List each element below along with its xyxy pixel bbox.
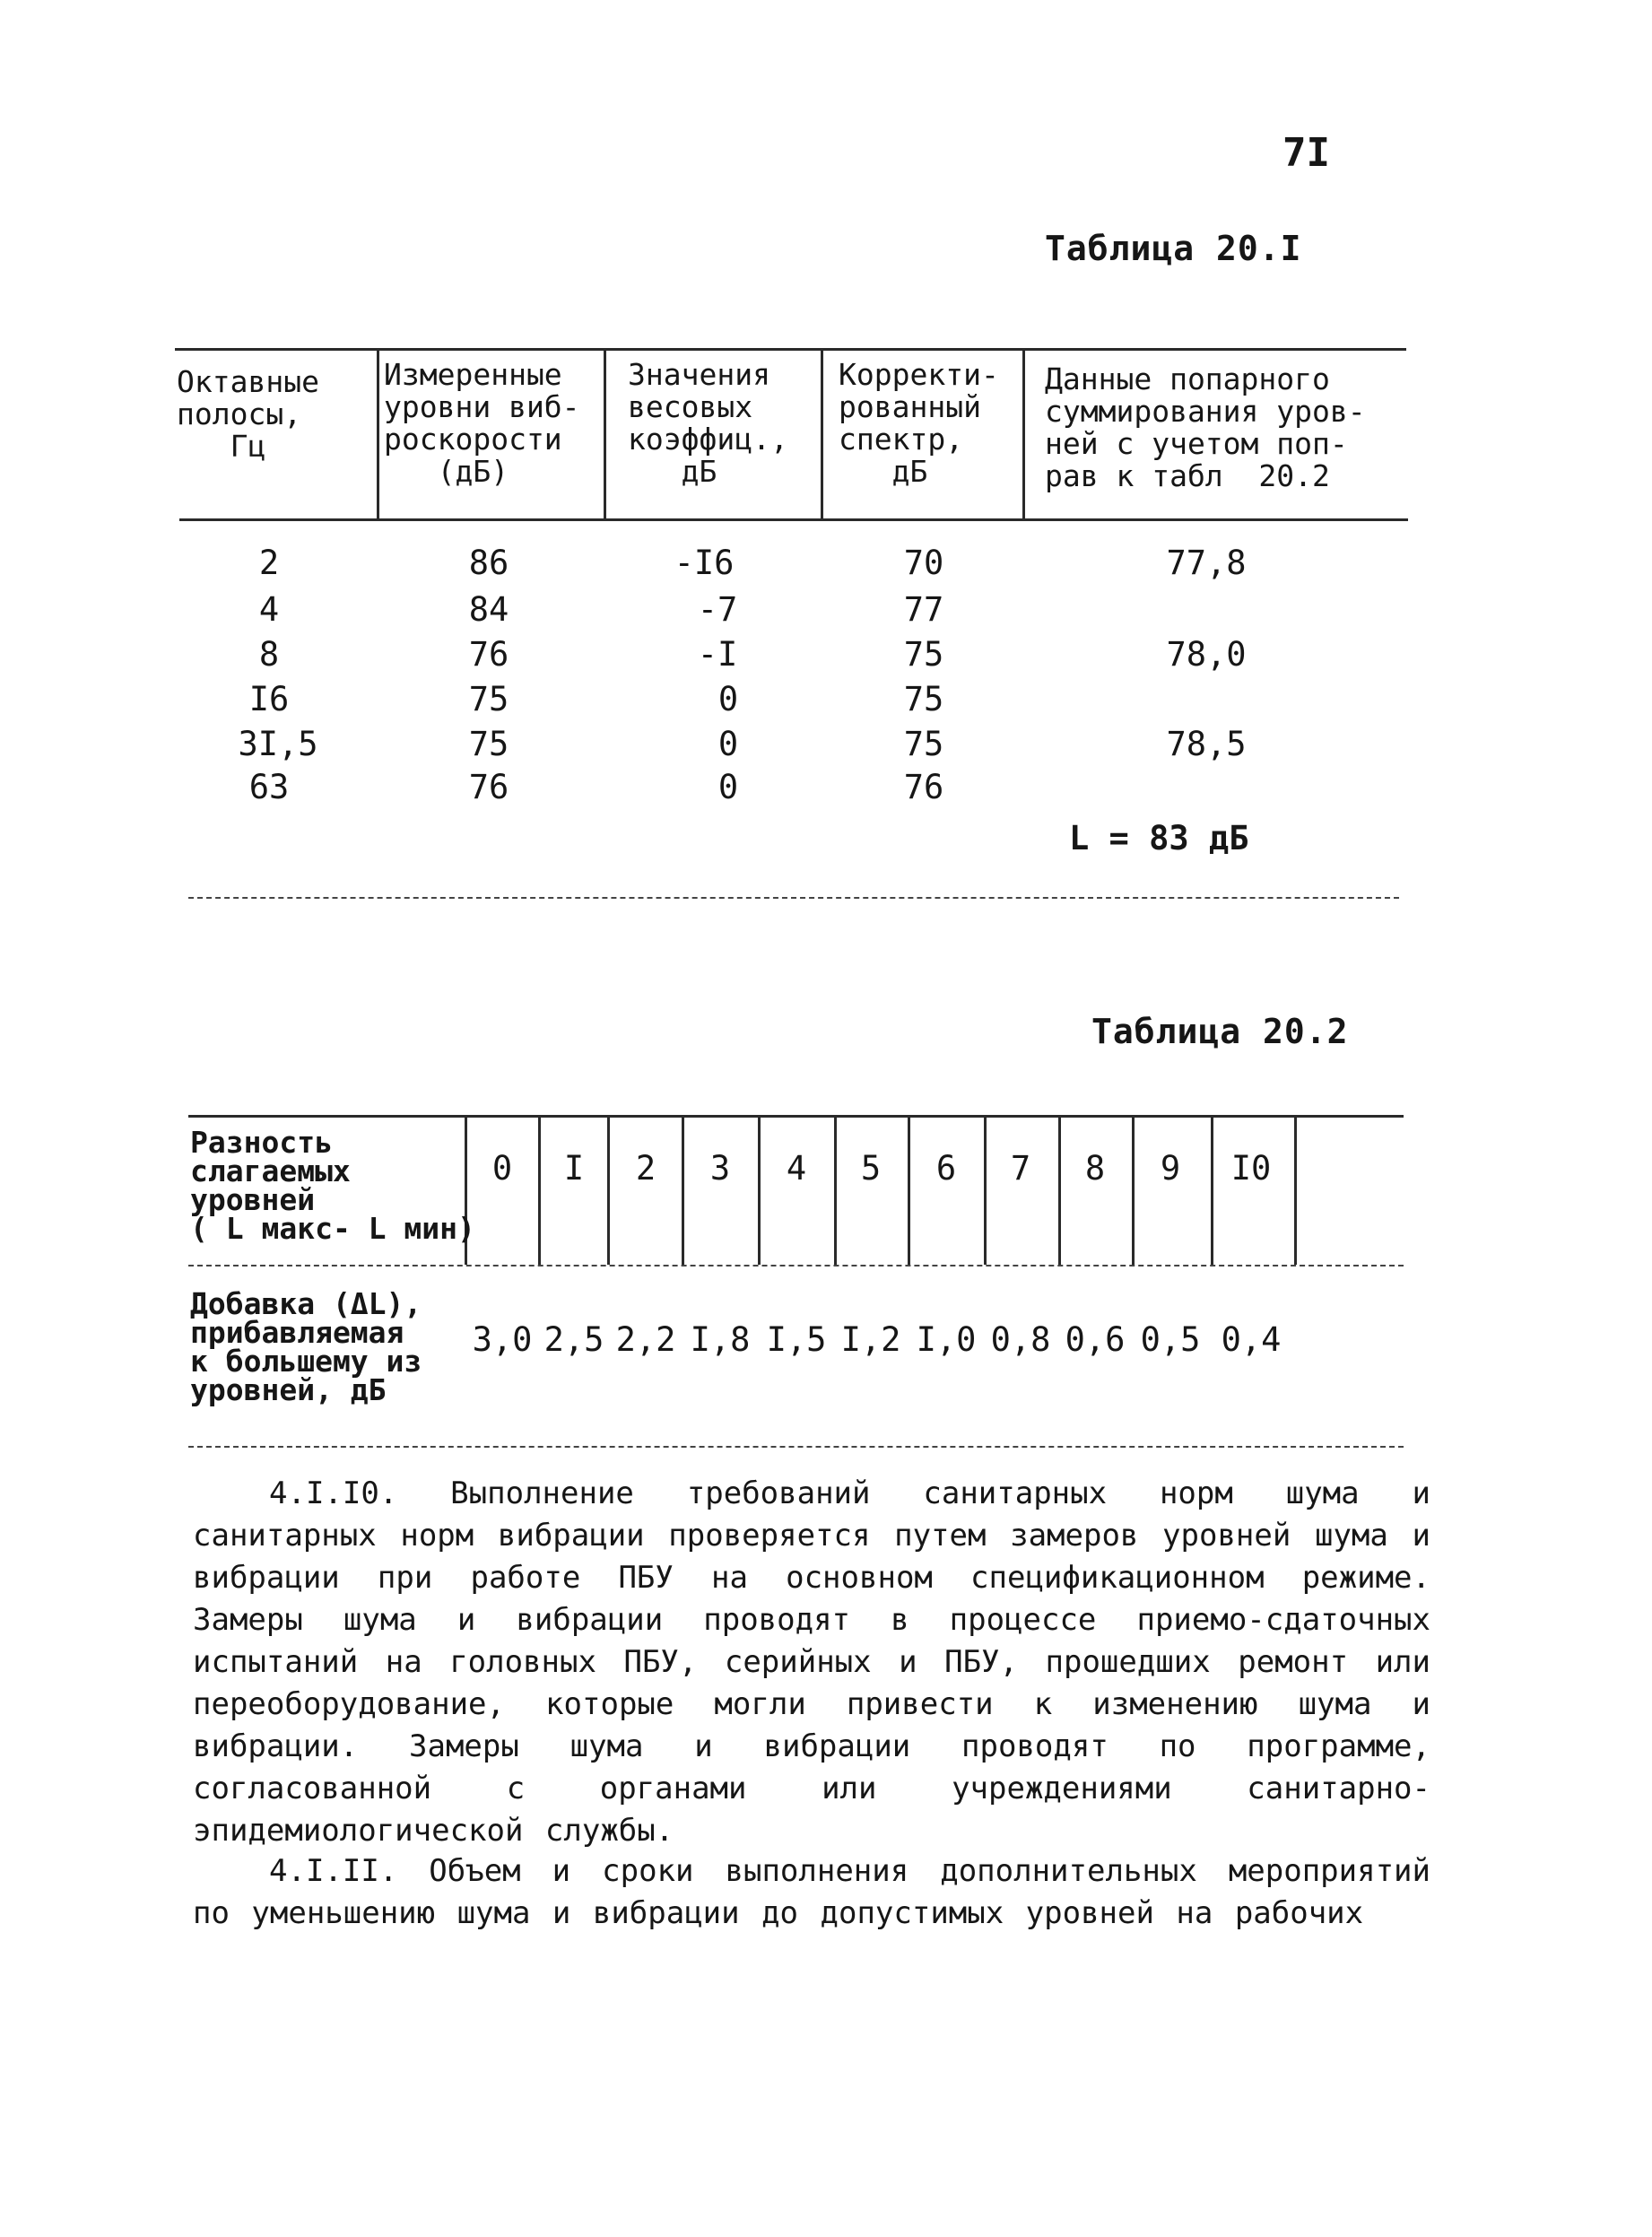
column-divider bbox=[908, 1115, 910, 1265]
column-divider bbox=[758, 1115, 761, 1265]
header-bottom-rule bbox=[179, 518, 1408, 521]
column-divider bbox=[377, 348, 379, 518]
column-divider bbox=[1294, 1115, 1297, 1265]
table-bottom-rule bbox=[188, 897, 1399, 899]
column-divider bbox=[1058, 1115, 1061, 1265]
column-divider bbox=[984, 1115, 987, 1265]
total-level: L = 83 дБ bbox=[1069, 819, 1249, 857]
header-pairwise-summation: Данные попарного суммирования уров- ней с учетом поп- рав к табл 20.2 bbox=[1045, 361, 1366, 493]
paragraph-4-1-10: 4.I.I0. Выполнение требований санитарных норм шума и санитарных норм вибрации проверяется путем замеров уровней шума и вибрации при работе ПБУ на основном спецификационном режиме. Замеры шума и вибрации проводят в процессе приемо-сдаточных испытаний на головных ПБУ, серийных и ПБУ, прошедших ремонт или переоборудование, которые могли привести к изменению шума и вибрации. Замеры шума и вибрации проводят по программе, согласованной с органами или учреждениями санитарно-эпидемиологической службы. bbox=[193, 1475, 1430, 1849]
paragraph-4-1-11: 4.I.II. Объем и сроки выполнения дополнительных мероприятий по уменьшению шума и вибрации до допустимых уровней на рабочих bbox=[193, 1853, 1430, 1931]
column-divider bbox=[1132, 1115, 1135, 1265]
table-20-1-caption: Таблица 20.I bbox=[1045, 229, 1302, 268]
column-divider bbox=[607, 1115, 610, 1265]
row-label-difference: Разность слагаемых уровней ( L макс- L мин) bbox=[190, 1125, 475, 1246]
column-divider bbox=[1022, 348, 1025, 518]
column-divider bbox=[682, 1115, 684, 1265]
table-top-rule bbox=[175, 348, 1406, 351]
table-top-rule bbox=[188, 1115, 1404, 1118]
header-octave-bands: Октавные полосы, Гц bbox=[177, 364, 319, 464]
column-divider bbox=[1211, 1115, 1213, 1265]
header-corrected-spectrum: Корректи- рованный спектр, дБ bbox=[839, 357, 999, 489]
table-bottom-rule bbox=[188, 1446, 1404, 1448]
column-divider bbox=[538, 1115, 541, 1265]
column-divider bbox=[834, 1115, 837, 1265]
page-number: 7I bbox=[1282, 130, 1330, 176]
column-divider bbox=[821, 348, 823, 518]
header-measured-levels: Измеренные уровни виб- роскорости (дБ) bbox=[384, 357, 580, 489]
table-20-2-caption: Таблица 20.2 bbox=[1091, 1012, 1349, 1051]
header-weight-coefficients: Значения весовых коэффиц., дБ bbox=[628, 357, 788, 489]
row-divider-rule bbox=[188, 1265, 1404, 1266]
column-divider bbox=[604, 348, 606, 518]
row-label-addition: Добавка (ΔL), прибавляемая к большему из уровней, дБ bbox=[190, 1286, 422, 1407]
